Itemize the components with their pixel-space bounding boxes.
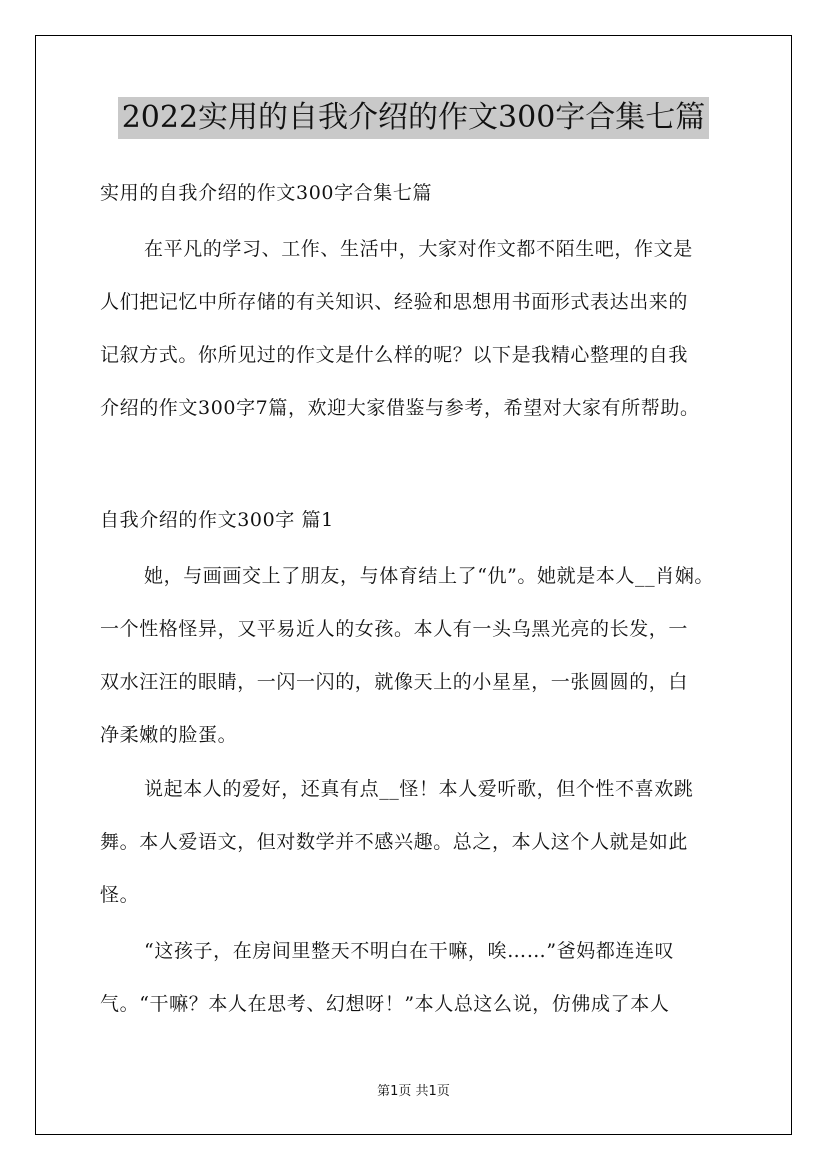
intro-line-2: 人们把记忆中所存储的有关知识、经验和思想用书面形式表达出来的 xyxy=(100,291,689,313)
document-subtitle: 实用的自我介绍的作文300字合集七篇 xyxy=(100,182,433,204)
paragraph2-line-2: 舞。本人爱语文，但对数学并不感兴趣。总之，本人这个人就是如此 xyxy=(100,831,689,853)
paragraph2-line-1: 说起本人的爱好，还真有点__怪！本人爱听歌，但个性不喜欢跳 xyxy=(144,778,694,800)
paragraph1-line-4: 净柔嫩的脸蛋。 xyxy=(100,724,238,746)
paragraph1-line-2: 一个性格怪异，又平易近人的女孩。本人有一头乌黑光亮的长发，一 xyxy=(100,618,689,640)
paragraph3-line-1: “这孩子，在房间里整天不明白在干嘛，唉……”爸妈都连连叹 xyxy=(144,940,675,962)
paragraph1-line-3: 双水汪汪的眼睛，一闪一闪的，就像天上的小星星，一张圆圆的，白 xyxy=(100,671,689,693)
paragraph1-line-1: 她，与画画交上了朋友，与体育结上了“仇”。她就是本人__肖娴。 xyxy=(144,565,715,587)
paragraph3-line-2: 气。“干嘛？本人在思考、幻想呀！”本人总这么说，仿佛成了本人 xyxy=(100,993,670,1015)
page-footer: 第1页 共1页 xyxy=(377,1084,450,1099)
document-title: 2022实用的自我介绍的作文300字合集七篇 xyxy=(118,97,710,139)
intro-line-1: 在平凡的学习、工作、生活中，大家对作文都不陌生吧，作文是 xyxy=(144,238,693,260)
section-heading: 自我介绍的作文300字 篇1 xyxy=(100,509,334,531)
intro-line-3: 记叙方式。你所见过的作文是什么样的呢？以下是我精心整理的自我 xyxy=(100,344,689,366)
intro-line-4: 介绍的作文300字7篇，欢迎大家借鉴与参考，希望对大家有所帮助。 xyxy=(100,397,700,419)
title-container xyxy=(0,97,827,139)
paragraph2-line-3: 怪。 xyxy=(100,884,140,906)
